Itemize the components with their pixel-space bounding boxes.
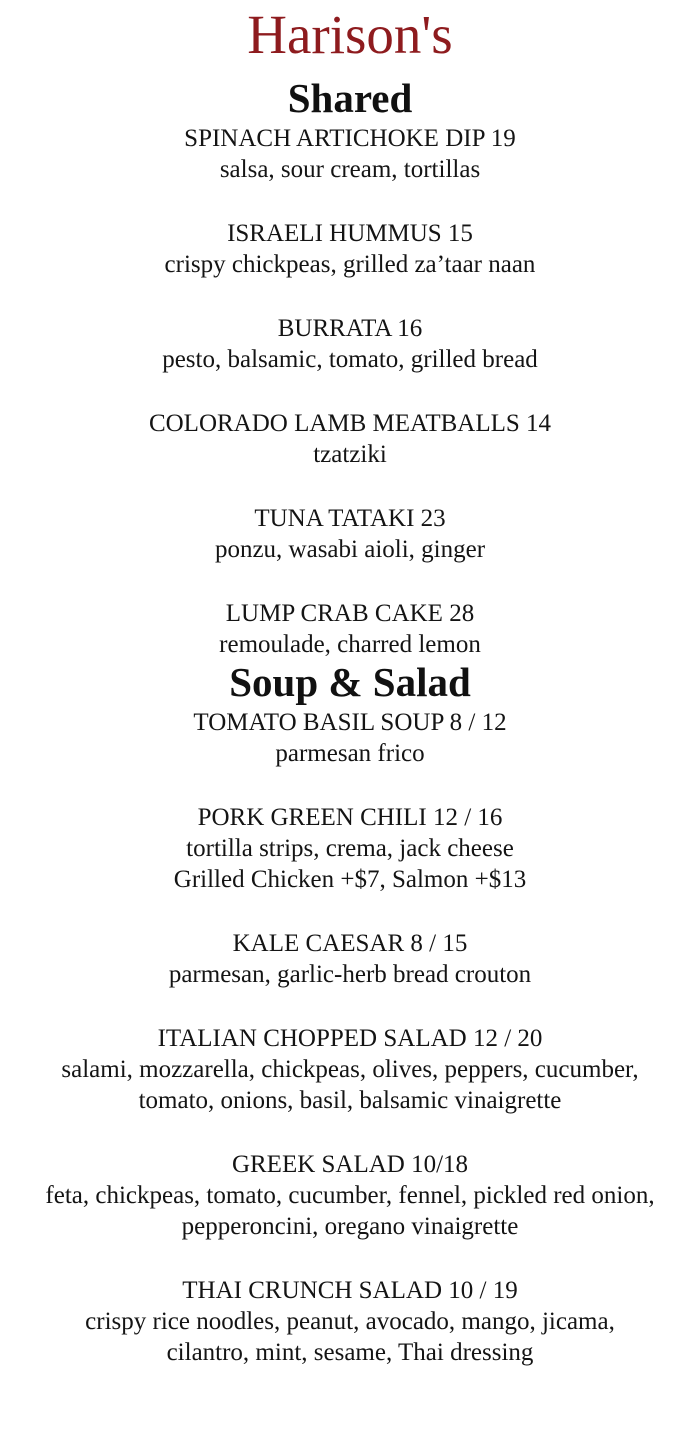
section-heading: Soup & Salad	[229, 659, 471, 705]
item-name: GREEK SALAD 10/18	[231, 1151, 469, 1178]
item-name: THAI CRUNCH SALAD 10 / 19	[182, 1277, 518, 1304]
menu-item	[0, 1023, 700, 1116]
item-description-line: feta, chickpeas, tomato, cucumber, fennel, pickled red onion,	[45, 1182, 655, 1209]
item-description-line: Grilled Chicken +$7, Salmon +$13	[173, 866, 527, 893]
menu-item	[0, 1275, 700, 1368]
section-heading: Shared	[287, 75, 413, 121]
item-name: ITALIAN CHOPPED SALAD 12 / 20	[157, 1025, 543, 1052]
menu-item	[0, 802, 700, 895]
menu-item	[0, 598, 700, 660]
item-description-line: tomato, onions, basil, balsamic vinaigrette	[138, 1087, 562, 1114]
item-description-line: crispy chickpeas, grilled za’taar naan	[164, 251, 536, 278]
item-name: KALE CAESAR 8 / 15	[232, 930, 468, 957]
item-description-line: tortilla strips, crema, jack cheese	[186, 835, 514, 862]
item-name: ISRAELI HUMMUS 15	[227, 220, 473, 247]
menu-item	[0, 1149, 700, 1242]
item-name: COLORADO LAMB MEATBALLS 14	[148, 410, 552, 437]
item-description-line: salami, mozzarella, chickpeas, olives, peppers, cucumber,	[61, 1056, 639, 1083]
menu-section	[0, 660, 700, 1368]
item-description-line: pesto, balsamic, tomato, grilled bread	[162, 346, 538, 373]
item-description-line: ponzu, wasabi aioli, ginger	[214, 536, 486, 563]
item-description-line: parmesan frico	[275, 740, 425, 767]
item-description-line: remoulade, charred lemon	[219, 631, 481, 658]
menu-item	[0, 408, 700, 470]
item-name: SPINACH ARTICHOKE DIP 19	[184, 125, 516, 152]
item-description-line: crispy rice noodles, peanut, avocado, mango, jicama,	[85, 1308, 615, 1335]
item-name: LUMP CRAB CAKE 28	[225, 600, 475, 627]
item-name: TOMATO BASIL SOUP 8 / 12	[193, 709, 507, 736]
item-description-line: salsa, sour cream, tortillas	[219, 156, 481, 183]
menu-item	[0, 707, 700, 769]
menu-item	[0, 218, 700, 280]
menu-item	[0, 123, 700, 185]
page-title: Harison's	[247, 4, 453, 65]
item-description-line: tzatziki	[313, 441, 387, 468]
menu-item	[0, 928, 700, 990]
item-name: TUNA TATAKI 23	[254, 505, 446, 532]
menu-section	[0, 76, 700, 660]
menu-sections	[0, 76, 700, 1368]
item-description-line: cilantro, mint, sesame, Thai dressing	[166, 1339, 534, 1366]
item-name: BURRATA 16	[277, 315, 423, 342]
menu-item	[0, 503, 700, 565]
item-description-line: pepperoncini, oregano vinaigrette	[181, 1213, 519, 1240]
menu-item	[0, 313, 700, 375]
item-name: PORK GREEN CHILI 12 / 16	[197, 804, 503, 831]
item-description-line: parmesan, garlic-herb bread crouton	[168, 961, 532, 988]
